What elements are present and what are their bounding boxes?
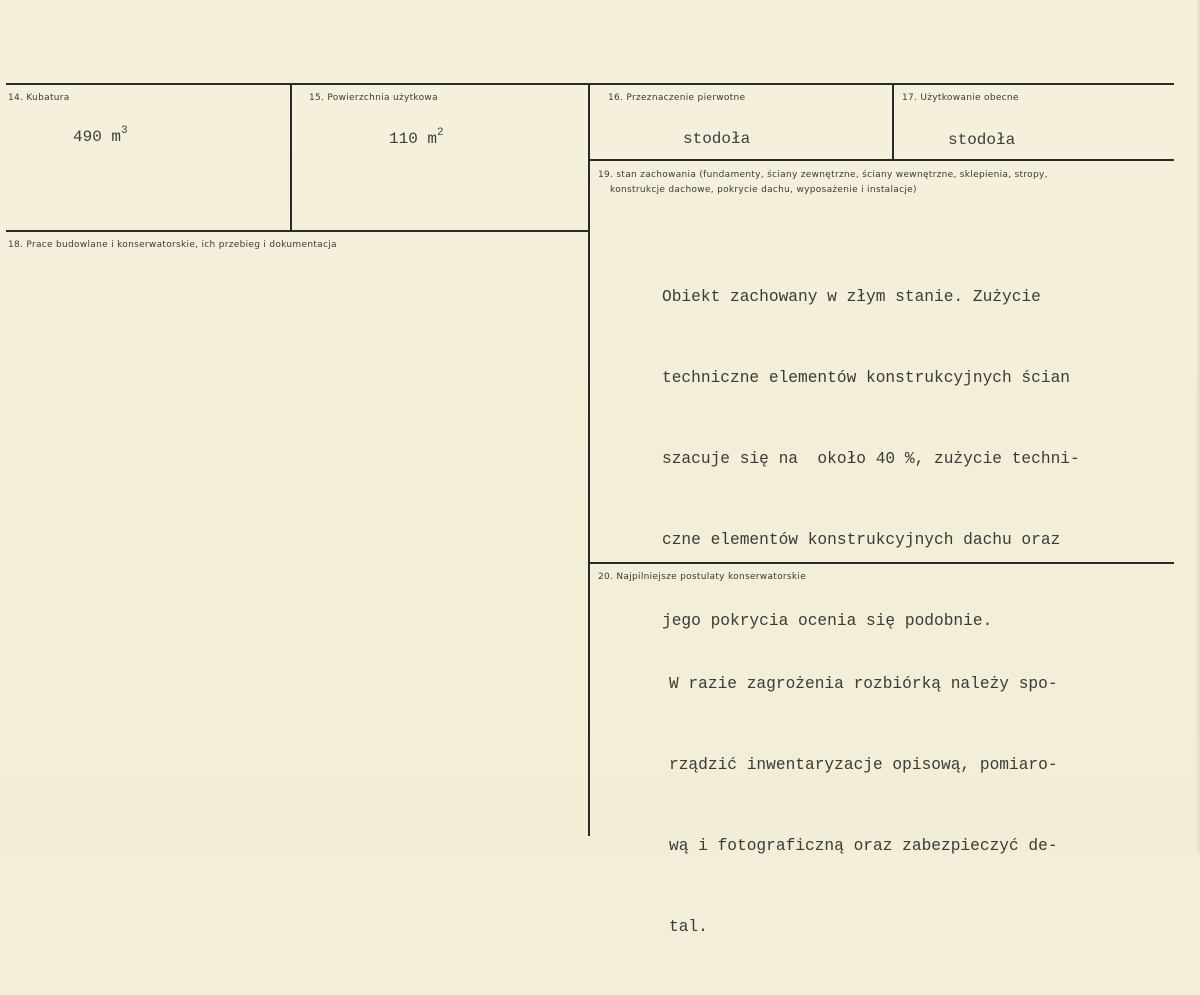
field-19-label-line-1: 19. stan zachowania (fundamenty, ściany zewnętrzne, ściany wewnętrzne, sklepienia, stropy, bbox=[598, 170, 1048, 180]
field-20-label: 20. Najpilniejsze postulaty konserwatorskie bbox=[598, 572, 807, 582]
cubature-exponent: 3 bbox=[121, 125, 128, 137]
top-rule bbox=[6, 83, 1174, 85]
field-19-line: jego pokrycia ocenia się podobnie. bbox=[662, 612, 993, 630]
cubature-number: 490 m bbox=[73, 128, 122, 146]
field-20-text bbox=[669, 617, 1058, 995]
field-16-value: stodoła bbox=[683, 130, 751, 148]
rule-under-14-15 bbox=[6, 230, 590, 232]
field-16-label: 16. Przeznaczenie pierwotne bbox=[608, 93, 746, 103]
field-19-line: czne elementów konstrukcyjnych dachu oraz bbox=[662, 531, 1061, 549]
rule-under-16-17 bbox=[590, 159, 1174, 161]
area-number: 110 m bbox=[389, 130, 438, 148]
field-17-label: 17. Użytkowanie obecne bbox=[902, 93, 1019, 103]
divider-16-17 bbox=[892, 84, 894, 160]
field-15-value bbox=[389, 127, 444, 148]
field-19-line: Obiekt zachowany w złym stanie. Zużycie bbox=[662, 288, 1041, 306]
divider-14-15 bbox=[290, 84, 292, 232]
field-19-line: techniczne elementów konstrukcyjnych ścian bbox=[662, 369, 1070, 387]
field-19-line: szacuje się na około 40 %, zużycie techni- bbox=[662, 450, 1080, 468]
center-divider bbox=[588, 84, 590, 836]
field-20-line: tal. bbox=[669, 918, 708, 936]
field-20-line: wą i fotograficzną oraz zabezpieczyć de- bbox=[669, 837, 1058, 855]
field-18-label: 18. Prace budowlane i konserwatorskie, ich przebieg i dokumentacja bbox=[8, 240, 337, 250]
field-15-label: 15. Powierzchnia użytkowa bbox=[309, 93, 438, 103]
field-20-line: W razie zagrożenia rozbiórką należy spo- bbox=[669, 675, 1058, 693]
field-14-label: 14. Kubatura bbox=[8, 93, 70, 103]
field-19-label-line-2: konstrukcje dachowe, pokrycie dachu, wyposażenie i instalacje) bbox=[610, 185, 917, 195]
field-17-value: stodoła bbox=[948, 131, 1016, 149]
field-14-value bbox=[73, 125, 128, 146]
field-20-line: rządzić inwentaryzacje opisową, pomiaro- bbox=[669, 756, 1058, 774]
area-exponent: 2 bbox=[437, 127, 444, 139]
